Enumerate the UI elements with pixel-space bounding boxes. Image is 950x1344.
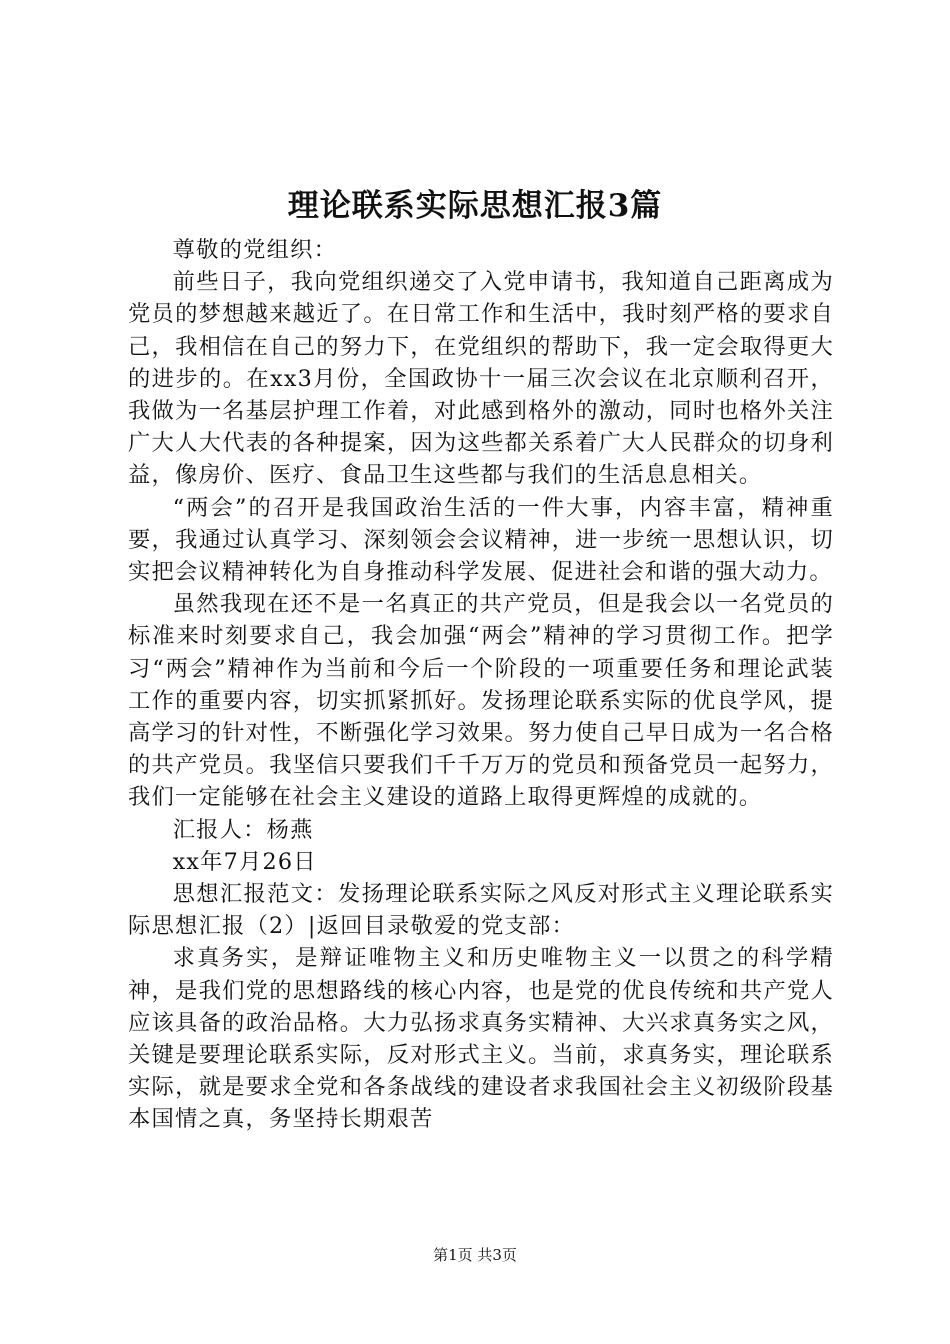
signature-line: 汇报人：杨燕 (172, 816, 314, 843)
body-paragraph: “两会”的召开是我国政治生活的一件大事，内容丰富，精神重要，我通过认真学习、深刻领会会议精神，进一步统一思想认识，切实把会议精神转化为自身推动科学发展、促进社会和谐的强大动力。 (128, 494, 834, 586)
body-paragraph: 求真务实，是辩证唯物主义和历史唯物主义一以贯之的科学精神，是我们党的思想路线的核心内容，也是党的优良传统和共产党人应该具备的政治品格。大力弘扬求真务实精神、大兴求真务实之风，关键是要理论联系实际，反对形式主义。当前，求真务实，理论联系实际，就是要求全党和各条战线的建设者求我国社会主义初级阶段基本国情之真，务坚持长期艰苦 (128, 945, 834, 1133)
date-line: xx年7月26日 (172, 848, 317, 875)
document-body (128, 234, 834, 1136)
section-heading: 思想汇报范文：发扬理论联系实际之风反对形式主义理论联系实际思想汇报（2）|返回目录敬爱的党支部： (128, 881, 834, 940)
page-footer: 第1页 共3页 (433, 1246, 517, 1264)
body-paragraph: 虽然我现在还不是一名真正的共产党员，但是我会以一名党员的标准来时刻要求自己，我会加强“两会”精神的学习贯彻工作。把学习“两会”精神作为当前和今后一个阶段的一项重要任务和理论武装工作的重要内容，切实抓紧抓好。发扬理论联系实际的优良学风，提高学习的针对性，不断强化学习效果。努力使自己早日成为一名合格的共产党员。我坚信只要我们千千万万的党员和预备党员一起努力，我们一定能够在社会主义建设的道路上取得更辉煌的成就的。 (128, 591, 834, 811)
salutation: 尊敬的党组织： (172, 237, 338, 263)
document-title: 理论联系实际思想汇报3篇 (287, 188, 663, 224)
body-paragraph: 前些日子，我向党组织递交了入党申请书，我知道自己距离成为党员的梦想越来越近了。在日常工作和生活中，我时刻严格的要求自己，我相信在自己的努力下，在党组织的帮助下，我一定会取得更大的进步的。在xx3月份，全国政协十一届三次会议在北京顺利召开，我做为一名基层护理工作着，对此感到格外的激动，同时也格外关注广大人大代表的各种提案，因为这些都关系着广大人民群众的切身利益，像房价、医疗、食品卫生这些都与我们的生活息息相关。 (128, 269, 834, 489)
